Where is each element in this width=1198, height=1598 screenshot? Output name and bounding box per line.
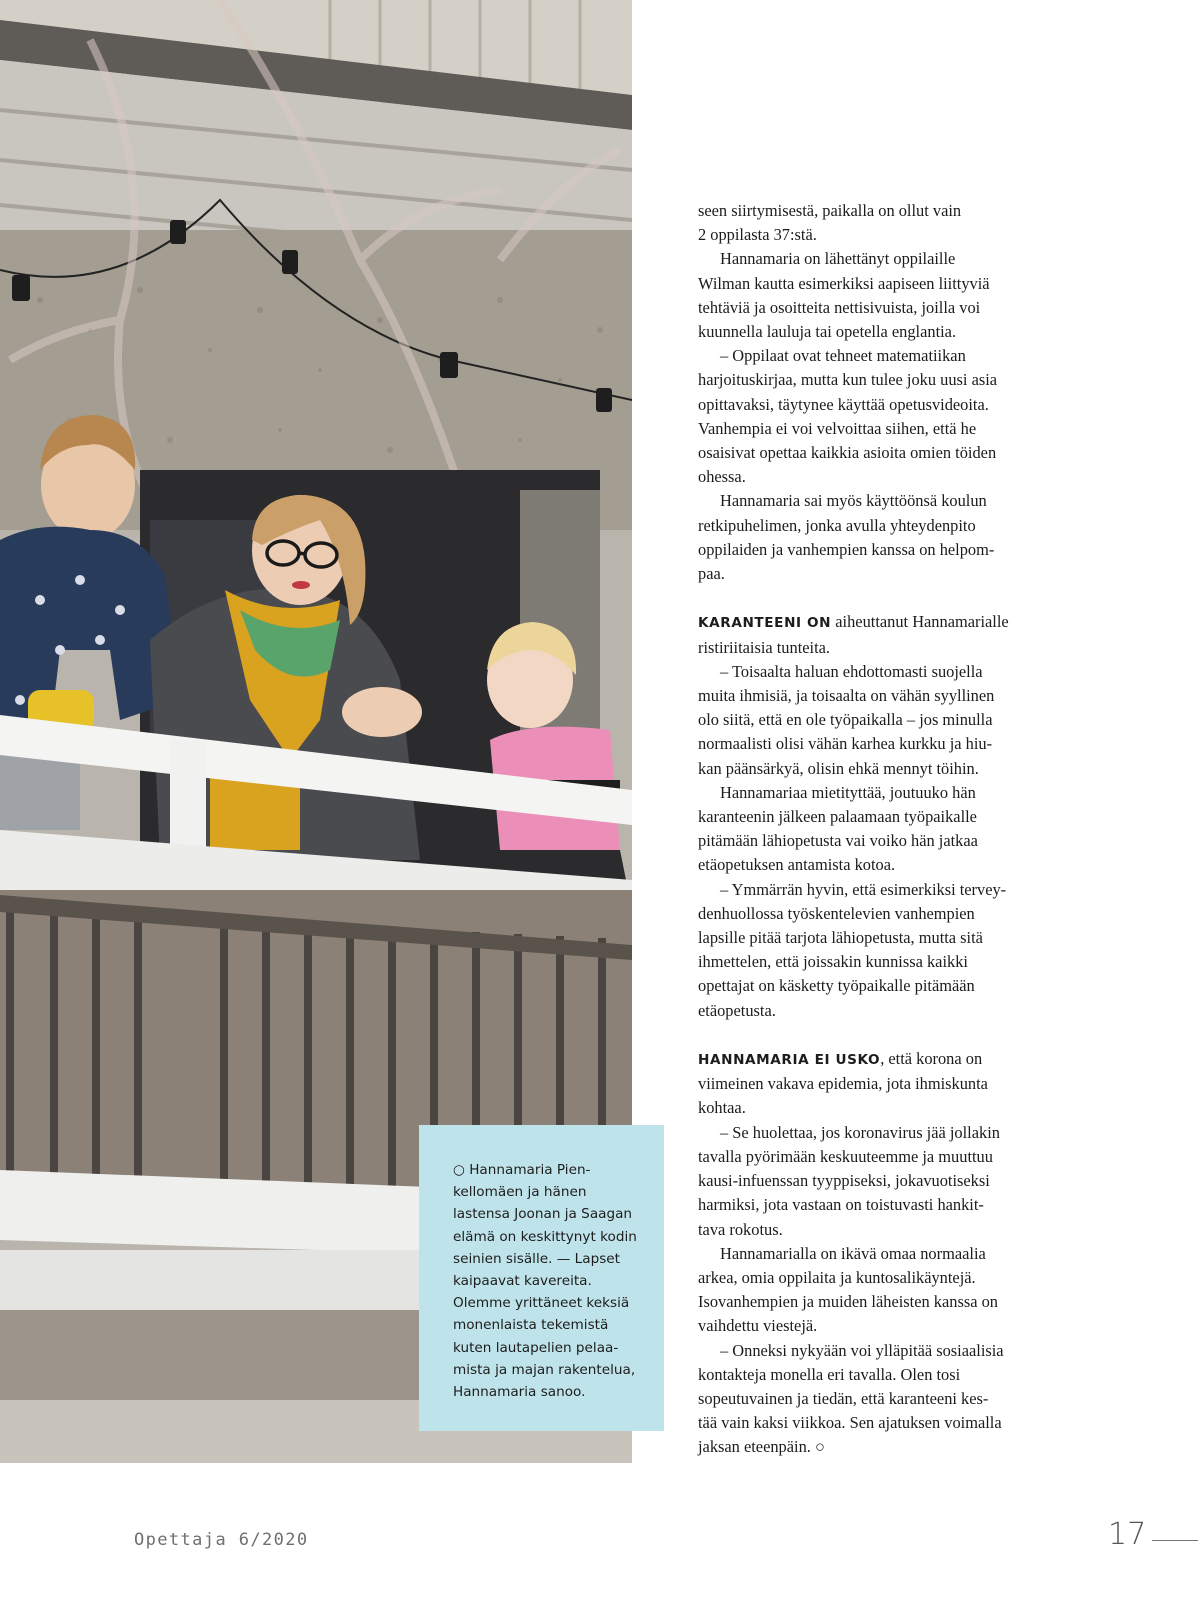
article-paragraph: – Onneksi nykyään voi ylläpitää sosiaalisia kontakteja monella eri tavalla. Olen tosi sopeutuvainen ja tiedän, että karanteeni kes- tää vain kaksi viikkoa. Sen ajatuksen voimalla jaksan eteenpäin. ○ — [698, 1340, 1004, 1457]
article-paragraph: – Toisaalta haluan ehdottomasti suojella muita ihmisiä, ja toisaalta on vähän syyllinen olo siitä, että en ole työpaikalla – jos minulla normaalisti olisi vähän karhea kurkku ja hiu- kan päänsärkyä, olisin ehkä mennyt töihin. — [698, 661, 995, 778]
caption-bullet-icon: ○ — [453, 1162, 465, 1178]
article-paragraph: – Oppilaat ovat tehneet matematiikan harjoituskirjaa, mutta kun tulee joku uusi asia opittavaksi, täytynee käyttää opetusvideoita. Vanhempia ei voi velvoittaa siihen, että he osaisivat opettaa kaikkia asioita omien töiden ohessa. — [698, 346, 998, 487]
article-paragraph: Hannamariaa mietityttää, joutuuko hän karanteenin jälkeen palaamaan työpaikalle pitämään lähiopetusta vai voiko hän jatkaa etäopetuksen antamista kotoa. — [698, 782, 978, 875]
section-lead-rest: , että korona on viimeinen vakava epidemia, jota ihmiskunta kohtaa. — [698, 1049, 988, 1118]
page-number-rule — [1152, 1540, 1198, 1541]
article-paragraph: – Se huolettaa, jos koronavirus jää jollakin tavalla pyörimään keskuuteemme ja muuttuu kausi-infuenssan tyyppiseksi, jokavuotiseksi harmiksi, jota vastaan on toistuvasti hankit- tava rokotus. — [698, 1122, 1000, 1239]
publication-footer: Opettaja 6/2020 — [134, 1530, 309, 1550]
article-paragraph: Hannamarialla on ikävä omaa normaalia arkea, omia oppilaita ja kuntosalikäyntejä. Isovanhempien ja muiden läheisten kanssa on vaihdettu viestejä. — [698, 1243, 998, 1336]
section-lead-in: KARANTEENI ON — [698, 615, 832, 632]
photo-caption-box — [419, 1125, 664, 1431]
section-opening-karanteeni — [698, 610, 1082, 659]
article-paragraph: Hannamaria sai myös käyttöönsä koulun retkipuhelimen, jonka avulla yhteydenpito oppilaiden ja vanhempien kanssa on helpom- paa. — [698, 491, 995, 584]
page-number: 17 — [1108, 1517, 1147, 1552]
section-opening-hannamaria — [698, 1047, 1082, 1121]
caption-text: Hannamaria Pien- kellomäen ja hänen lastensa Joonan ja Saagan elämä on keskittynyt kodin seinien sisälle. — Lapset kaipaavat kavereita. Olemme yrittäneet keksiä monenlaista tekemistä kuten lautapelien pelaa- mista ja majan rakentelua, Hannamaria sanoo. — [453, 1162, 637, 1401]
article-paragraph: Hannamaria on lähettänyt oppilaille Wilman kautta esimerkiksi aapiseen liittyviä tehtäviä ja osoitteita nettisivuista, joilla voi kuunnella lauluja tai opetella englantia. — [698, 249, 990, 342]
section-lead-in: HANNAMARIA EI USKO — [698, 1052, 881, 1069]
article-body — [698, 199, 1082, 1460]
section-lead-rest: aiheuttanut Hannamarialle ristiriitaisia tunteita. — [698, 612, 1009, 657]
article-paragraph: – Ymmärrän hyvin, että esimerkiksi tervey- denhuollossa työskentelevien vanhempien lapsille pitää tarjota lähiopetusta, mutta sitä ihmettelen, että joissakin kunnissa kaikki opettajat on käsketty työpaikalle pitämään etäopetusta. — [698, 879, 1007, 1020]
photo-caption — [453, 1159, 644, 1403]
article-paragraph: seen siirtymisestä, paikalla on ollut vain 2 oppilasta 37:stä. — [698, 201, 962, 245]
